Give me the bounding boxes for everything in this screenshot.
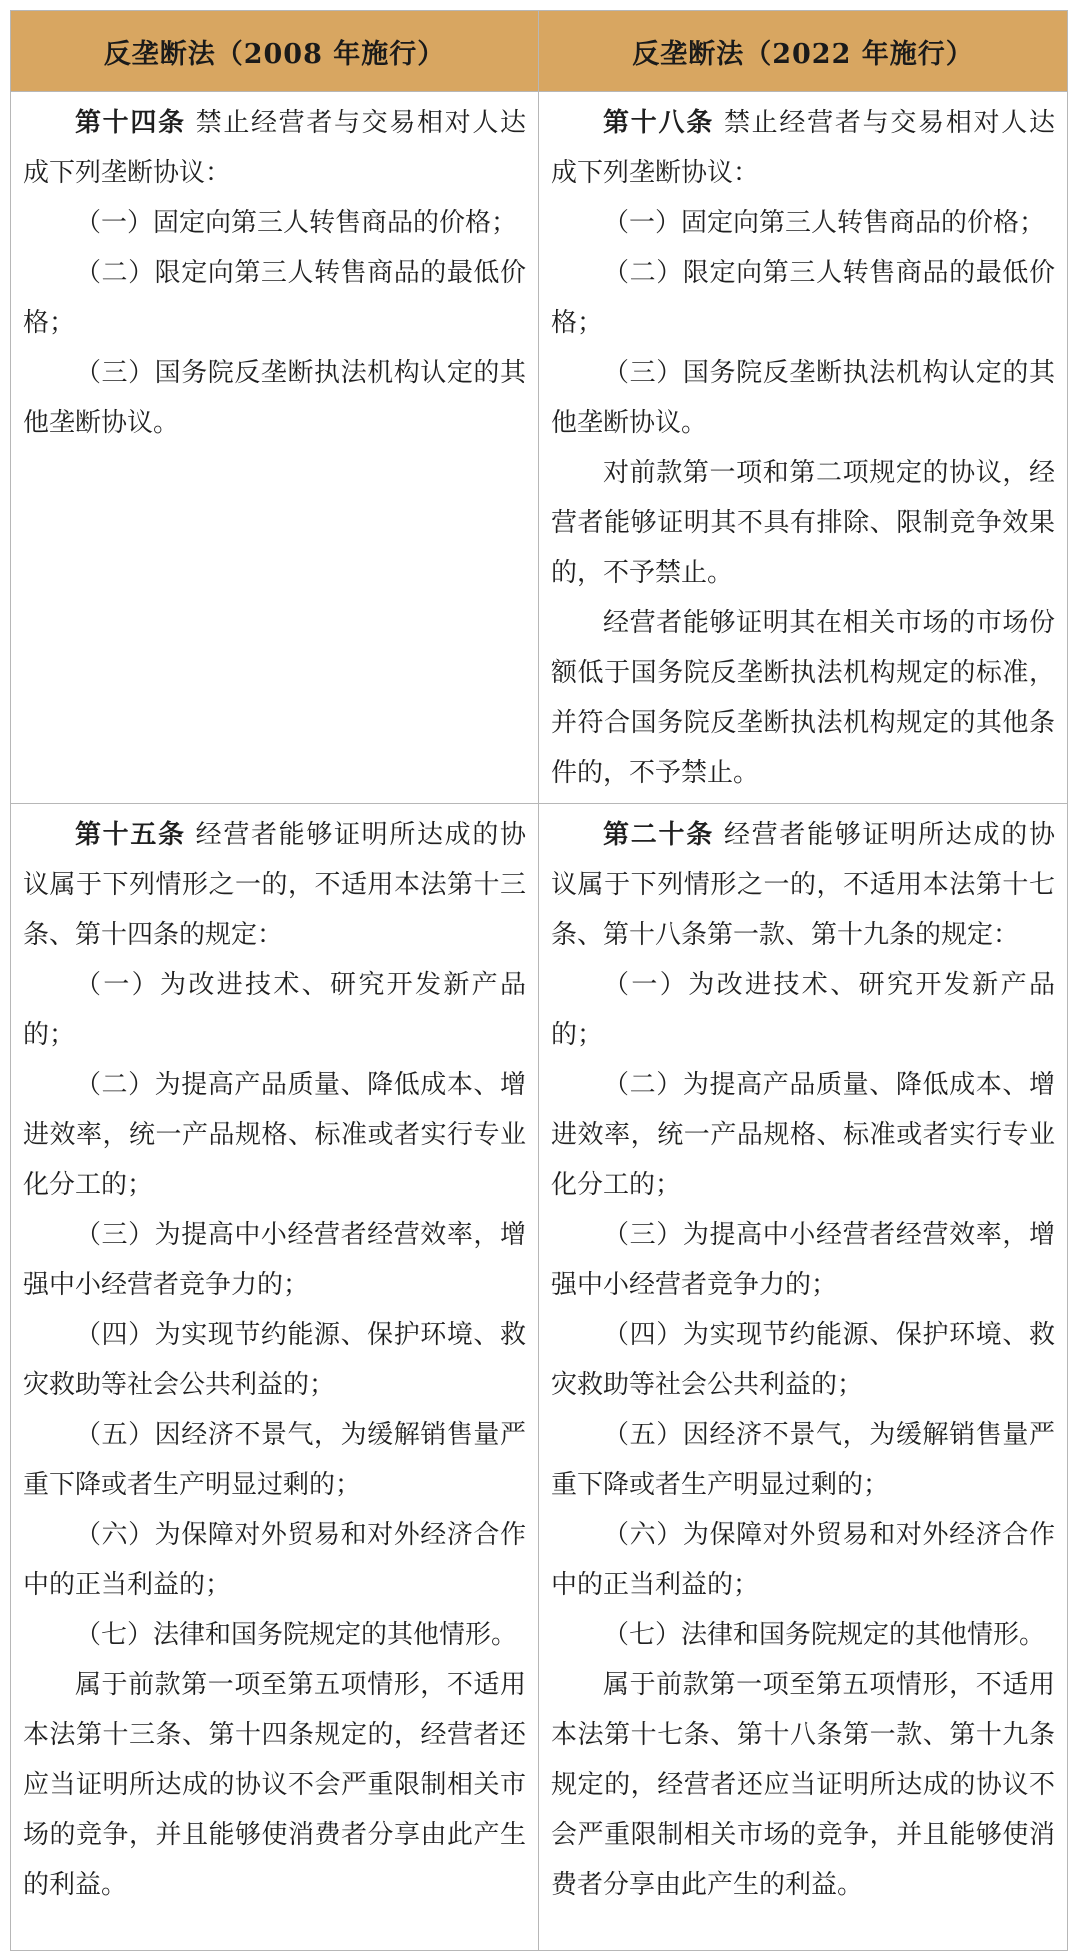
comparison-table <box>10 10 1068 1951</box>
clause-item: （四）为实现节约能源、保护环境、救灾救助等社会公共利益的； <box>23 1320 526 1400</box>
cell-2022-article-20 <box>539 804 1067 1950</box>
header-2008: 反垄断法（2008 年施行） <box>11 11 539 91</box>
clause-paragraph: 对前款第一项和第二项规定的协议，经营者能够证明其不具有排除、限制竞争效果的，不予禁止。 <box>551 458 1055 588</box>
article-paragraph: 第十四条 禁止经营者与交易相对人达成下列垄断协议： <box>23 108 526 188</box>
clause-item: （三）为提高中小经营者经营效率，增强中小经营者竞争力的； <box>551 1220 1055 1300</box>
cell-2008-article-14 <box>11 92 539 803</box>
article-paragraph: 第十五条 经营者能够证明所达成的协议属于下列情形之一的，不适用本法第十三条、第十四条的规定： <box>23 820 526 950</box>
clause-item: （五）因经济不景气，为缓解销售量严重下降或者生产明显过剩的； <box>551 1420 1055 1500</box>
clause-item: （七）法律和国务院规定的其他情形。 <box>603 1620 1046 1650</box>
clause-item: （二）限定向第三人转售商品的最低价格； <box>23 258 526 338</box>
article-number: 第十五条 <box>75 820 186 850</box>
clause-item: （六）为保障对外贸易和对外经济合作中的正当利益的； <box>551 1520 1055 1600</box>
clause-paragraph: 属于前款第一项至第五项情形，不适用本法第十三条、第十四条规定的，经营者还应当证明所达成的协议不会严重限制相关市场的竞争，并且能够使消费者分享由此产生的利益。 <box>23 1670 526 1900</box>
cell-2022-article-18 <box>539 92 1067 803</box>
clause-item: （一）固定向第三人转售商品的价格； <box>603 208 1046 238</box>
table-row <box>11 91 1067 803</box>
header-2022: 反垄断法（2022 年施行） <box>632 38 974 70</box>
clause-paragraph: 属于前款第一项至第五项情形，不适用本法第十七条、第十八条第一款、第十九条规定的，经营者还应当证明所达成的协议不会严重限制相关市场的竞争，并且能够使消费者分享由此产生的利益。 <box>551 1670 1055 1900</box>
article-paragraph: 第二十条 经营者能够证明所达成的协议属于下列情形之一的，不适用本法第十七条、第十八条第一款、第十九条的规定： <box>551 820 1055 950</box>
clause-item: （六）为保障对外贸易和对外经济合作中的正当利益的； <box>23 1520 526 1600</box>
clause-item: （三）国务院反垄断执法机构认定的其他垄断协议。 <box>23 358 526 438</box>
clause-item: （二）限定向第三人转售商品的最低价格； <box>551 258 1055 338</box>
table-header <box>11 11 1067 91</box>
clause-item: （二）为提高产品质量、降低成本、增进效率，统一产品规格、标准或者实行专业化分工的； <box>23 1070 526 1200</box>
clause-item: （七）法律和国务院规定的其他情形。 <box>75 1620 518 1650</box>
clause-item: （二）为提高产品质量、降低成本、增进效率，统一产品规格、标准或者实行专业化分工的； <box>551 1070 1055 1200</box>
cell-2008-article-15 <box>11 804 539 1950</box>
article-number: 第二十条 <box>603 820 714 850</box>
article-paragraph: 第十八条 禁止经营者与交易相对人达成下列垄断协议： <box>551 108 1055 188</box>
article-number: 第十四条 <box>75 108 186 138</box>
article-number: 第十八条 <box>603 108 714 138</box>
clause-item: （三）为提高中小经营者经营效率，增强中小经营者竞争力的； <box>23 1220 526 1300</box>
clause-item: （一）为改进技术、研究开发新产品的； <box>23 970 526 1050</box>
clause-paragraph: 经营者能够证明其在相关市场的市场份额低于国务院反垄断执法机构规定的标准，并符合国务院反垄断执法机构规定的其他条件的，不予禁止。 <box>551 608 1055 788</box>
clause-item: （五）因经济不景气，为缓解销售量严重下降或者生产明显过剩的； <box>23 1420 526 1500</box>
table-row <box>11 803 1067 1950</box>
clause-item: （一）固定向第三人转售商品的价格； <box>75 208 518 238</box>
clause-item: （四）为实现节约能源、保护环境、救灾救助等社会公共利益的； <box>551 1320 1055 1400</box>
clause-item: （一）为改进技术、研究开发新产品的； <box>551 970 1055 1050</box>
clause-item: （三）国务院反垄断执法机构认定的其他垄断协议。 <box>551 358 1055 438</box>
